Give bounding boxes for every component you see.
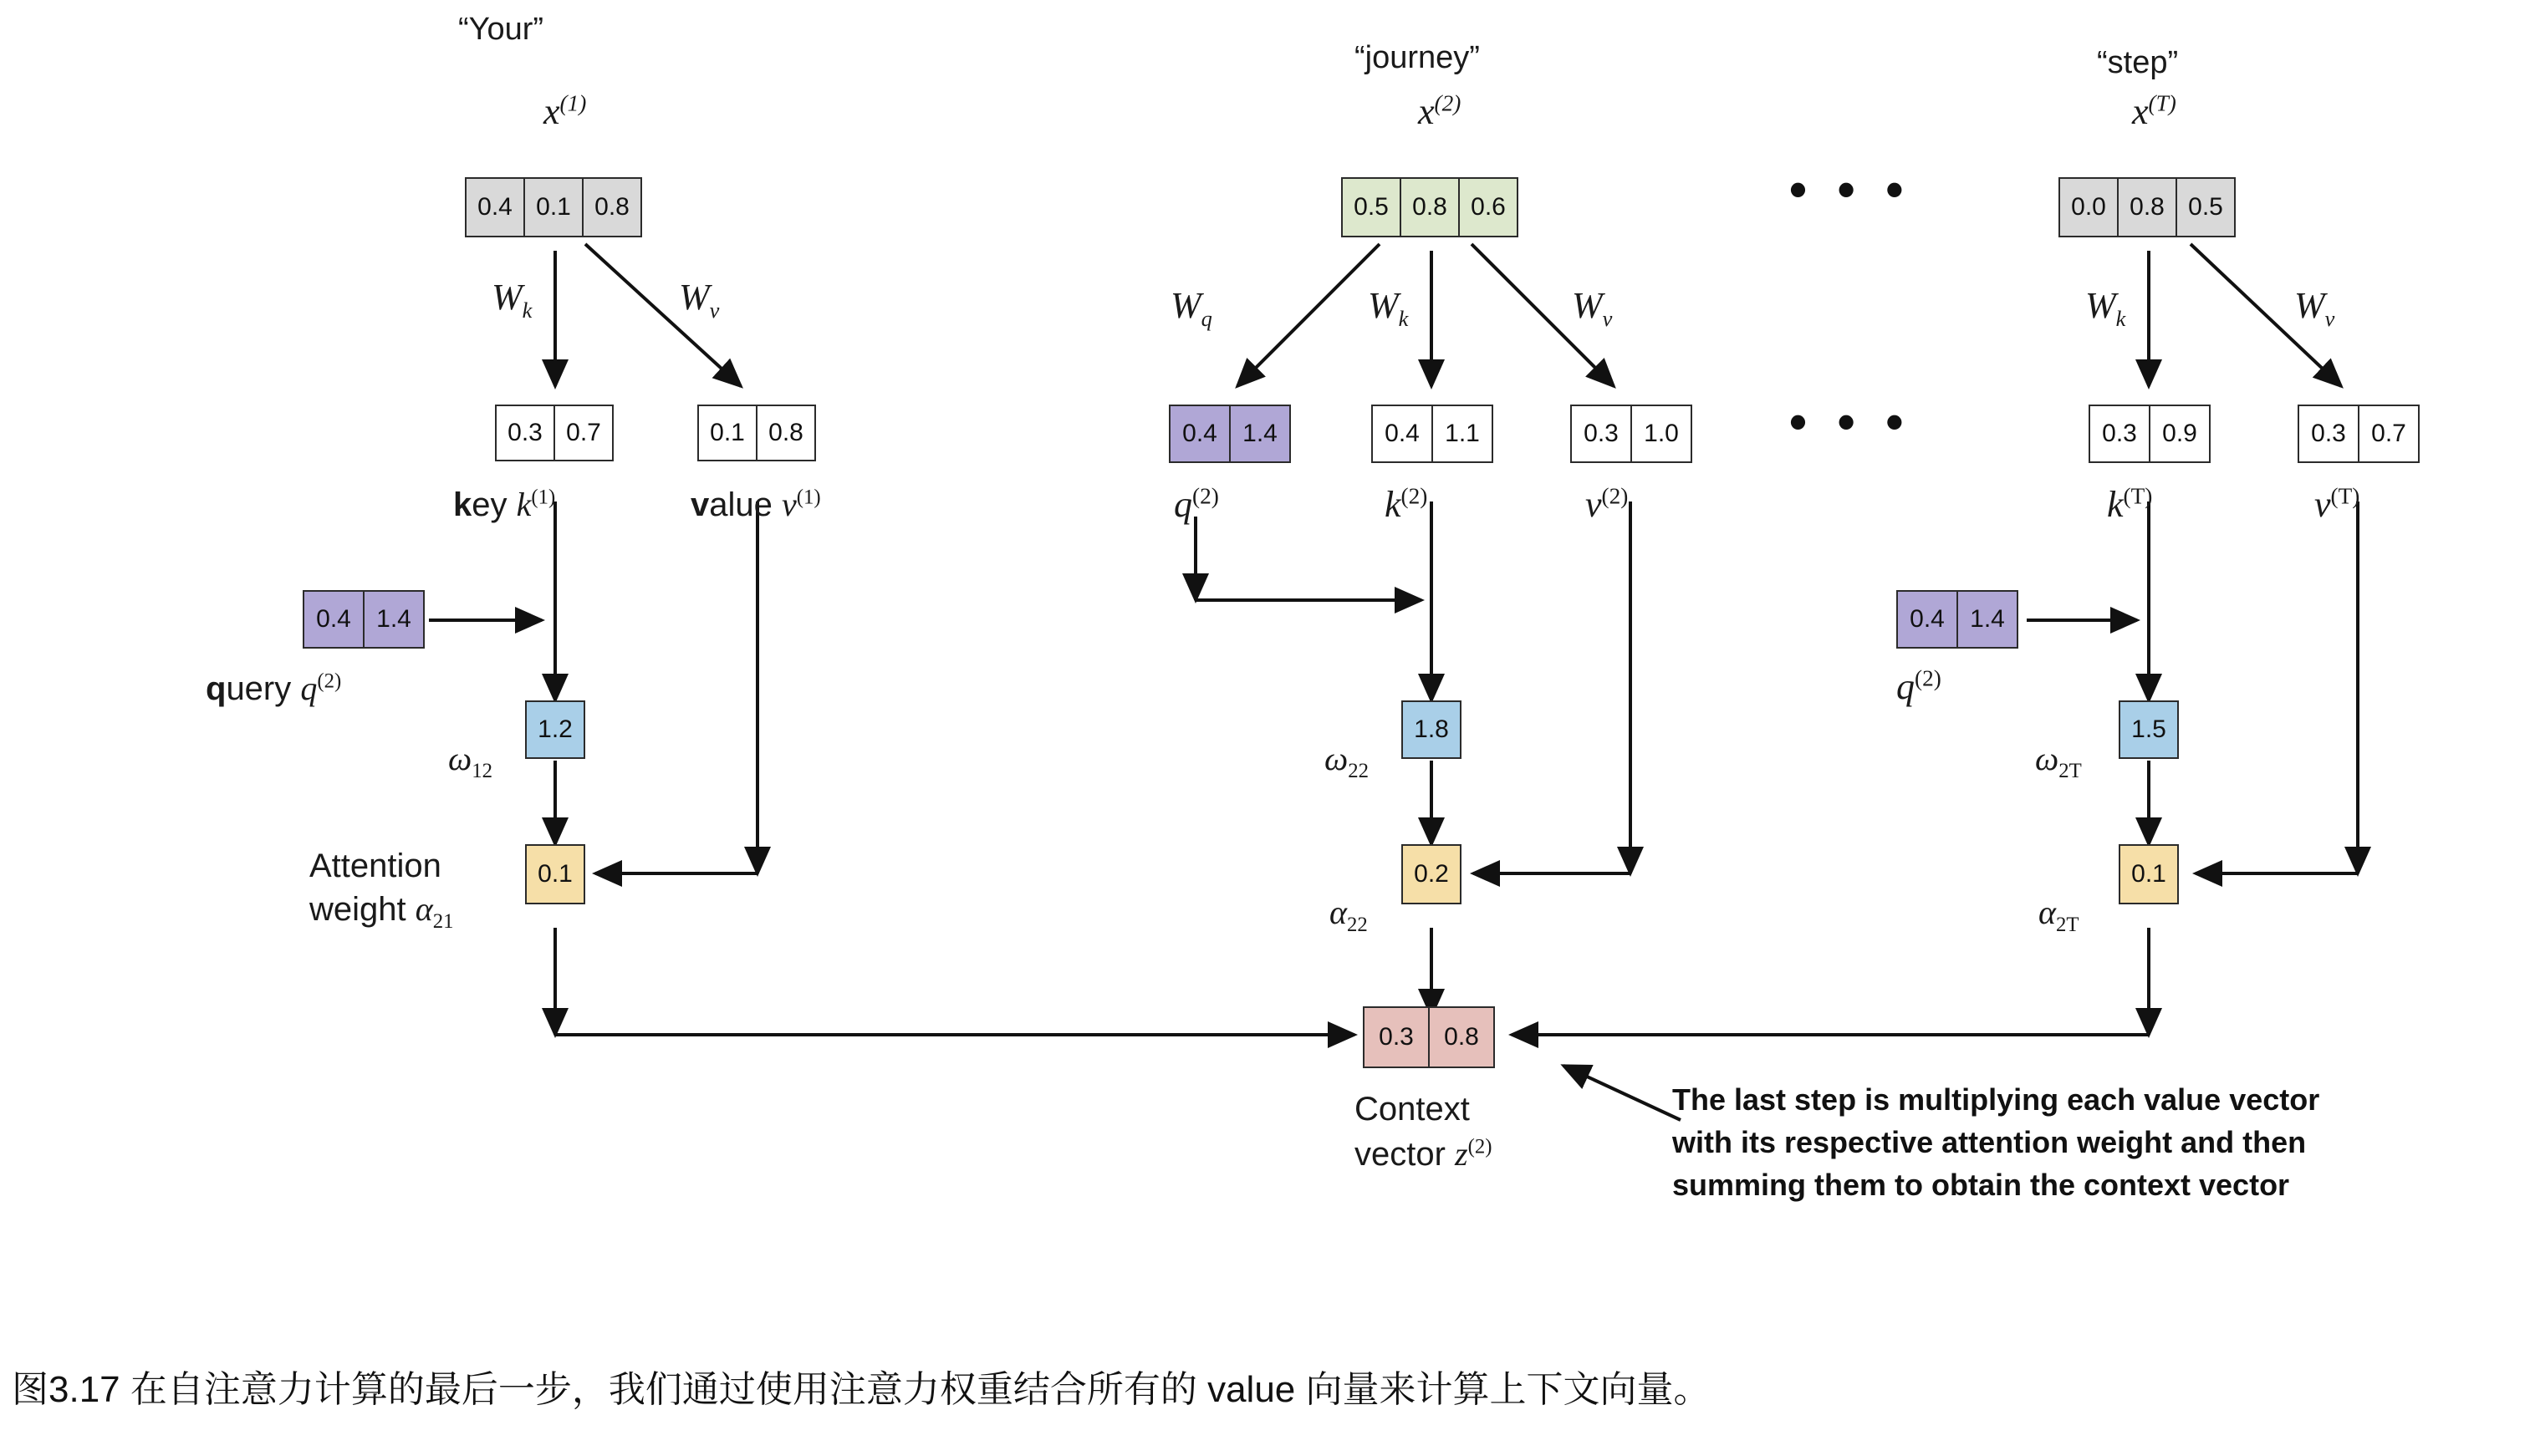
figure-caption: 图3.17 在自注意力计算的最后一步，我们通过使用注意力权重结合所有的 value 向量来计算上下文向量。 bbox=[12, 1369, 1711, 1410]
omega-label-1: $\omega_{12}$ bbox=[448, 740, 493, 782]
kT-vector bbox=[2089, 405, 2211, 463]
k2-label: $k^{(2)}$ bbox=[1385, 483, 1428, 525]
q2-label: $q^{(2)}$ bbox=[1174, 483, 1219, 525]
queryT-cell-0: 0.4 bbox=[1896, 590, 1958, 649]
x1-cell-1: 0.1 bbox=[523, 177, 584, 237]
kT-label: $k^{(T)}$ bbox=[2107, 483, 2153, 525]
x1-vector bbox=[465, 177, 642, 237]
query-vector-T bbox=[1896, 590, 2018, 649]
w-v-label-T: $W_v$ bbox=[2294, 285, 2335, 331]
query-label-1: query $q^{(2)}$ bbox=[206, 669, 342, 707]
context-cell-0: 0.3 bbox=[1363, 1006, 1430, 1068]
k2-cell-1: 1.1 bbox=[1431, 405, 1493, 463]
x1-cell-0: 0.4 bbox=[465, 177, 525, 237]
context-vector-label: Context vector $z^{(2)}$ bbox=[1354, 1091, 1492, 1173]
x1-label: $x^{(1)}$ bbox=[543, 90, 587, 132]
omega-value-2: 1.8 bbox=[1401, 700, 1461, 759]
x1-cell-2: 0.8 bbox=[582, 177, 642, 237]
v2-cell-1: 1.0 bbox=[1630, 405, 1692, 463]
token-label-2: “journey” bbox=[1354, 40, 1480, 75]
vT-vector bbox=[2298, 405, 2420, 463]
ellipsis-top: • • • bbox=[1789, 161, 1912, 217]
x2-vector bbox=[1341, 177, 1518, 237]
value-vector-1 bbox=[697, 405, 816, 461]
xT-cell-2: 0.5 bbox=[2176, 177, 2236, 237]
omega-label-T: $\omega_{2T}$ bbox=[2035, 740, 2082, 782]
queryT-cell-1: 1.4 bbox=[1956, 590, 2018, 649]
xT-cell-1: 0.8 bbox=[2117, 177, 2177, 237]
v2-cell-0: 0.3 bbox=[1570, 405, 1632, 463]
omega-label-2: $\omega_{22}$ bbox=[1324, 740, 1370, 782]
x2-cell-1: 0.8 bbox=[1400, 177, 1460, 237]
note-line-3: summing them to obtain the context vector bbox=[1672, 1168, 2290, 1203]
w-v-label-2: $W_v$ bbox=[1572, 285, 1613, 331]
alpha-value-2: 0.2 bbox=[1401, 844, 1461, 904]
context-cell-1: 0.8 bbox=[1428, 1006, 1495, 1068]
vT-cell-1: 0.7 bbox=[2358, 405, 2420, 463]
query-label-T: $q^{(2)}$ bbox=[1896, 665, 1941, 707]
q2-cell-0: 0.4 bbox=[1169, 405, 1231, 463]
xT-cell-0: 0.0 bbox=[2058, 177, 2119, 237]
x2-cell-2: 0.6 bbox=[1458, 177, 1518, 237]
vT-cell-0: 0.3 bbox=[2298, 405, 2359, 463]
w-q-label-2: $W_q$ bbox=[1171, 285, 1212, 331]
w-v-label-1: $W_v$ bbox=[679, 277, 720, 323]
k2-cell-0: 0.4 bbox=[1371, 405, 1433, 463]
w-k-label-T: $W_k$ bbox=[2085, 285, 2126, 331]
xT-vector bbox=[2058, 177, 2236, 237]
key1-cell-1: 0.7 bbox=[553, 405, 614, 461]
ellipsis-mid: • • • bbox=[1789, 394, 1912, 450]
w-k-label-1: $W_k$ bbox=[492, 277, 533, 323]
value1-cell-0: 0.1 bbox=[697, 405, 758, 461]
key-label-1: key $k^{(1)}$ bbox=[453, 486, 556, 523]
alpha-value-T: 0.1 bbox=[2119, 844, 2179, 904]
x2-cell-0: 0.5 bbox=[1341, 177, 1401, 237]
query1-cell-0: 0.4 bbox=[303, 590, 365, 649]
query1-cell-1: 1.4 bbox=[363, 590, 425, 649]
x2-label: $x^{(2)}$ bbox=[1418, 90, 1461, 132]
q2-vector bbox=[1169, 405, 1291, 463]
note-line-2: with its respective attention weight and then bbox=[1672, 1125, 2307, 1160]
v2-label: $v^{(2)}$ bbox=[1585, 483, 1629, 525]
query-vector-1 bbox=[303, 590, 425, 649]
xT-label: $x^{(T)}$ bbox=[2132, 90, 2176, 132]
context-vector bbox=[1363, 1006, 1495, 1068]
key-vector-1 bbox=[495, 405, 614, 461]
omega-value-T: 1.5 bbox=[2119, 700, 2179, 759]
q2-cell-1: 1.4 bbox=[1229, 405, 1291, 463]
kT-cell-1: 0.9 bbox=[2149, 405, 2211, 463]
alpha-value-1: 0.1 bbox=[525, 844, 585, 904]
vT-label: $v^{(T)}$ bbox=[2314, 483, 2360, 525]
w-k-label-2: $W_k$ bbox=[1368, 285, 1409, 331]
k2-vector bbox=[1371, 405, 1493, 463]
value1-cell-1: 0.8 bbox=[756, 405, 816, 461]
kT-cell-0: 0.3 bbox=[2089, 405, 2150, 463]
token-label-1: “Your” bbox=[458, 12, 544, 47]
note-line-1: The last step is multiplying each value vector bbox=[1672, 1082, 2320, 1117]
omega-value-1: 1.2 bbox=[525, 700, 585, 759]
explanatory-note bbox=[1672, 1078, 2508, 1206]
alpha-label-T: $\alpha_{2T}$ bbox=[2038, 893, 2079, 936]
key1-cell-0: 0.3 bbox=[495, 405, 555, 461]
v2-vector bbox=[1570, 405, 1692, 463]
alpha-label-2: $\alpha_{22}$ bbox=[1329, 893, 1368, 936]
attention-weight-label-1: Attention weight $\alpha_{21}$ bbox=[309, 848, 454, 933]
value-label-1: value $v^{(1)}$ bbox=[691, 486, 821, 523]
token-label-T: “step” bbox=[2097, 45, 2179, 80]
